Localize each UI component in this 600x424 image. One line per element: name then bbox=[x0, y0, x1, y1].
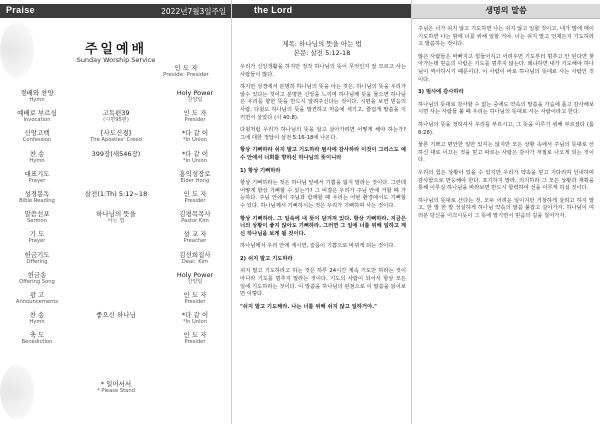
sermon-paragraph: 우리가 신앙생활을 하지만 정작 하나님의 뜻이 무엇인지 잘 모르고 사는 사람들이 많다. bbox=[240, 64, 406, 78]
item-name-en: Hymn bbox=[29, 157, 45, 164]
item-leader: 김평목목사 bbox=[179, 210, 211, 219]
item-name-en: Invocation bbox=[23, 117, 51, 124]
praise-tag: Praise bbox=[6, 5, 35, 15]
item-content-sub: 아는 법 bbox=[107, 218, 125, 225]
item-leader: Holy Power bbox=[176, 89, 214, 97]
sermon-paragraph: 2) 쉬지 말고 기도하라 bbox=[240, 255, 293, 262]
item-name: 축 도 bbox=[29, 331, 45, 340]
item-name-en: Offering Song bbox=[19, 278, 55, 285]
sermon-paragraph: 주님은 너가 쉬지 않고 기도하면 나는 쉬지 않고 일할 것이고, 네가 말에 매이 기도하면 나는 밤에 너를 위해 일할 거야. 너는 쉬지 말고 언제든지 기도하라고 말씀하는 것이다. bbox=[418, 26, 594, 48]
sermon-paragraph: 물론 기쁘고 편안한 일만 있지는 않지만 모든 상황 속에서 주님의 뜻대로 선하신 대로 이끄는 것을 믿고 따르는 사람은 감사가 저절로 나오게 되는 것이다. bbox=[418, 142, 594, 164]
item-name: 헌금송 bbox=[27, 270, 47, 279]
praise-header-bar bbox=[0, 4, 232, 18]
sermon-scripture: 본문: 살전 5:12-18 bbox=[293, 49, 351, 57]
the-lord-header-bar bbox=[232, 4, 412, 18]
item-content-sub: (시편95편) bbox=[103, 117, 129, 124]
sermon-body-left bbox=[240, 64, 406, 316]
sermon-paragraph: 우리의 힘든 상황이 있을 수 있지만 우리가 약속을 믿고 기다리며 인내하며 감사함으로 반응해야 한다. 포기하지 말라, 의지하라 그 모든 상황과 계획을 통해 이루실 하나님을 바라보면 반드시 합력하여 선을 이루게 하실 것이다. bbox=[418, 169, 594, 192]
sermon-paragraph: 하나님의 뜻대로 산다는 것, 모두 어려운 일이지만 거창하게 살려고 하지 말고, 한 발 한 발 성실하게 하나님 약속의 말씀 붙잡고 살아가자. 하나님이 여러분 당신을 이끄시듯이 그 뜻에 말기면서 믿음의 길을 걸어가자. bbox=[418, 197, 594, 219]
item-content-sub: The Apostles' Creed bbox=[90, 137, 142, 144]
the-lord-tag: the Lord bbox=[254, 5, 293, 15]
item-leader-sub: *In Union bbox=[182, 157, 208, 164]
item-leader: Holy Power bbox=[176, 270, 214, 279]
item-content: 좋으신 하나님 bbox=[96, 311, 136, 320]
order-row bbox=[0, 270, 232, 290]
item-leader-sub: Presider bbox=[184, 197, 206, 204]
item-leader: 설 교 자 bbox=[183, 230, 207, 239]
sermon-heading bbox=[232, 40, 412, 58]
sermon-paragraph: 많은 사람들은 바빠지고 힘들어지고 어려우면 기도부터 멈추고 안 된다면 찾아가는데 믿음의 사람은 기도를 멈추지 않는다. 왜냐하면 내가 기도해야 하나님이 역사하시기 때문이다. 이 사람이 바로 하나님의 뜻대로 사는 사람인 것이다. bbox=[418, 53, 594, 83]
order-row bbox=[0, 88, 232, 108]
sermon-paragraph: 하지만 성경에서 분명히 하나님의 뜻을 아는 것은, 하나님의 뜻을 우리가 알수 있다는 것이고 분명한 신앙을 느끼며 하나님께 뜻을 물으면 하나님은 우리를 향한 뜻을 반드시 알려주신다는 것이다. 시편을 보면 믿음의 사람, 다윗도 하나님의 뜻을 발견하고 마음에 새기고, 즐겁게 말씀을 지키면서 살았다 (시 40:8). bbox=[240, 84, 406, 121]
item-leader: 인 도 자 bbox=[183, 189, 207, 198]
item-leader-sub: Deac. Kim bbox=[181, 258, 209, 265]
item-name: 경배와 찬양 bbox=[20, 89, 54, 97]
item-leader: *다 같 이 bbox=[181, 311, 209, 320]
word-of-life-title: 생명의 말씀 bbox=[412, 4, 600, 19]
sermon-paragraph: 항상 기뻐하라. 그 일속에 내 뜻이 담겨져 있다. 항상 기뻐하라. 지금은 너의 상황이 좋지 않아도 기뻐하라. 그러면 그 일에 너를 위해 일하고 계신 하나님을 보게 될 것이다. bbox=[240, 215, 406, 237]
item-content: [사도신경] bbox=[100, 129, 132, 138]
presider-top bbox=[146, 64, 226, 79]
item-leader-sub: Elder Hong bbox=[180, 177, 210, 184]
sermon-paragraph: 항상 기뻐하라 쉬지 말고 기도하라 범사에 감사하라 이것이 그리스도 예수 안에서 너희를 향하신 하나님의 뜻이니라 bbox=[240, 147, 406, 161]
order-of-worship-panel bbox=[0, 0, 232, 424]
presider-top-en: Preside: Presider bbox=[163, 72, 209, 78]
order-row bbox=[0, 330, 232, 350]
item-leader: 김선희집사 bbox=[179, 250, 211, 259]
item-name-en: Hymn bbox=[29, 319, 45, 326]
order-row bbox=[0, 189, 232, 209]
item-leader: *다 같 이 bbox=[181, 129, 209, 138]
order-list bbox=[0, 88, 232, 350]
item-leader-sub: *In Union bbox=[182, 319, 208, 326]
item-name-en: Sermon bbox=[26, 218, 48, 225]
item-leader: 인 도 자 bbox=[183, 290, 207, 299]
item-leader: 홍익성장로 bbox=[179, 169, 211, 178]
order-row bbox=[0, 149, 232, 169]
item-leader-sub: Presider bbox=[184, 117, 206, 124]
item-name: 신앙고백 bbox=[24, 129, 50, 138]
sermon-paragraph: 하나님의 뜻을 정하셔서 우리를 부르시고, 그 뜻을 이루기 위해 부르셨다 (롬 8:28). bbox=[418, 121, 594, 136]
sermon-paragraph: 하나님의 뜻대로 감사할 수 없는 중에도 약속의 말씀을 가슴에 품고 감사해보시면 사는 사람들 볼 때 우리는 하나님의 뜻대로 사는 사람이라고 한다. bbox=[418, 101, 594, 116]
item-name: 헌금기도 bbox=[24, 250, 50, 259]
sermon-panel bbox=[232, 0, 412, 424]
order-row bbox=[0, 169, 232, 189]
order-row bbox=[0, 290, 232, 310]
item-content: 고독편39 bbox=[102, 109, 130, 118]
item-name-en: Bible Reading bbox=[19, 197, 55, 204]
item-name: 예배로 부르심 bbox=[17, 109, 57, 118]
worship-title: 주일예배 bbox=[84, 42, 148, 57]
item-name: 대표기도 bbox=[24, 169, 50, 178]
item-leader-sub: 찬양팀 bbox=[187, 97, 203, 103]
leaf-decoration bbox=[0, 364, 34, 420]
item-leader-sub: 찬양팀 bbox=[187, 278, 203, 285]
item-content: 하나님의 뜻을 bbox=[96, 210, 136, 219]
word-of-life-panel bbox=[412, 0, 600, 424]
stand-note bbox=[70, 380, 162, 395]
sermon-body-right bbox=[418, 26, 594, 225]
item-content: 399장(새546장) bbox=[91, 149, 141, 158]
item-name-en: Prayer bbox=[28, 238, 46, 245]
item-name-en: Offering bbox=[26, 258, 48, 265]
order-row bbox=[0, 229, 232, 249]
item-name: 말씀선포 bbox=[24, 210, 50, 219]
sermon-paragraph: 하나님께서 우리 안에 계시면, 슬픔이 기쁨으로 바뀌게 되는 것이다. bbox=[240, 243, 395, 250]
presider-top-ko: 인 도 자 bbox=[174, 64, 198, 72]
item-name-en: Confession bbox=[22, 137, 52, 144]
sermon-paragraph: "쉬지 말고 기도해라. 나는 너를 위해 쉬지 않고 일하거야." bbox=[240, 303, 377, 310]
item-leader: 인 도 자 bbox=[183, 109, 207, 118]
item-name-en: Announcements bbox=[15, 298, 59, 305]
sermon-paragraph: 1) 항상 기뻐하라 bbox=[240, 167, 281, 174]
sermon-paragraph: 3) 범사에 감사하라 bbox=[418, 89, 464, 96]
order-row bbox=[0, 209, 232, 229]
stand-note-en: * Please Stand bbox=[97, 388, 135, 394]
worship-subtitle: Sunday Worship Service bbox=[76, 56, 156, 64]
order-row bbox=[0, 128, 232, 148]
order-row bbox=[0, 310, 232, 330]
item-leader: 인 도 자 bbox=[183, 331, 207, 340]
item-leader-sub: Pastor Kim bbox=[181, 218, 209, 225]
service-date: 2022년7월3일주일 bbox=[161, 7, 226, 16]
sermon-paragraph: 항상 기뻐하라는 것은 하나님 앞에서 기쁨을 잃지 말라는 것이다. 그런데 어떻게 항상 기뻐할 수 있는가? 그 비결은 우리가 주님 안에 거할 때 가능하다. 주님 안에서 주님과 함께할 때 우리는 어떤 환경에서도 기뻐할 수 있다. 하나님께서 기뻐하시는 것은 우리가 기뻐하며 사는 것이다. bbox=[240, 180, 406, 209]
item-name: 성경봉독 bbox=[24, 189, 50, 198]
item-name-en: Hymn bbox=[29, 97, 45, 103]
order-row bbox=[0, 108, 232, 128]
item-name: 광 고 bbox=[29, 290, 45, 299]
item-leader-sub: *In Union bbox=[182, 137, 208, 144]
item-name-en: Benediction bbox=[21, 339, 53, 346]
item-leader: *다 같 이 bbox=[181, 149, 209, 158]
item-content: 살전(1:Th) 5:12~18 bbox=[84, 189, 148, 198]
sermon-paragraph: 쉬지 말고 기도하라고 하는 것은 하루 24시간 계속 기도만 하라는 것이 아니라 기도를 멈추지 말라는 것이다. 기도의 사람이 되어서 항상 모든 일에 기도하라는 것이다. 이 말씀을 하나님의 관점으로 이 말씀을 읽어보면 이렇다. bbox=[240, 268, 406, 298]
item-leader-sub: Presider bbox=[184, 339, 206, 346]
item-leader-sub: Presider bbox=[184, 298, 206, 305]
item-name: 찬 송 bbox=[29, 311, 45, 320]
item-leader-sub: Preacher bbox=[183, 238, 207, 245]
item-name: 찬 송 bbox=[29, 149, 45, 158]
item-name-en: Prayer bbox=[28, 177, 46, 184]
order-row bbox=[0, 250, 232, 270]
item-name: 기 도 bbox=[29, 230, 45, 239]
sermon-title: 제목: 하나님의 뜻을 아는 법 bbox=[282, 40, 362, 48]
sermon-paragraph: 다윗처럼 우리가 하나님의 뜻을 알고 살아가려면 어떻게 해야 하는가? 그에 대한 정답이 살전 5:16-18에 나온다. bbox=[240, 127, 406, 141]
stand-note-ko: * 일어서서 bbox=[100, 380, 132, 388]
